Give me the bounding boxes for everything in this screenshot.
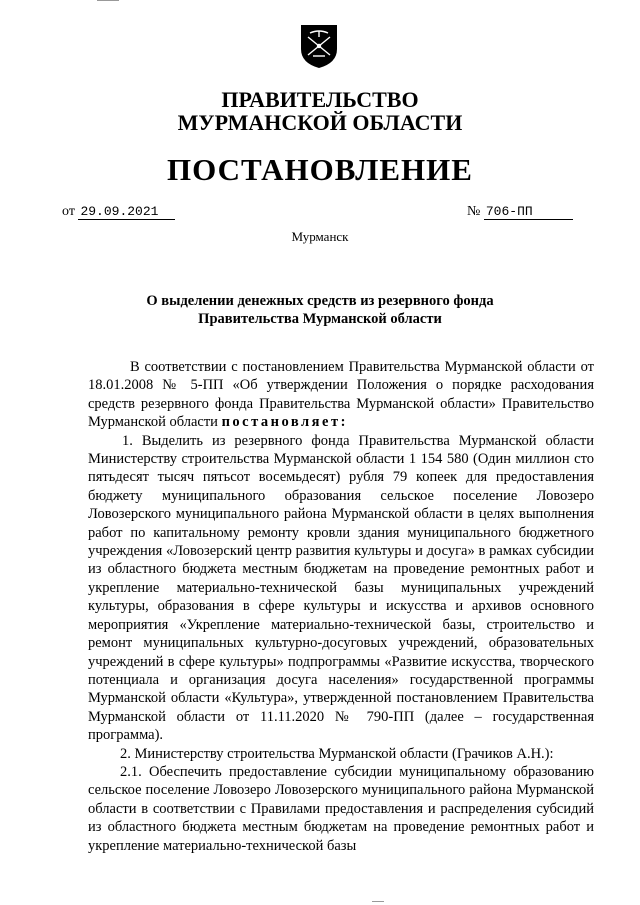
scan-mark: [97, 0, 119, 1]
resolves-text: постановляет:: [221, 414, 348, 431]
number-prefix: №: [467, 204, 481, 219]
subject-line1: О выделении денежных средств из резервного фонда: [146, 293, 494, 309]
decree-subject: [0, 292, 640, 328]
number-line: [467, 204, 573, 220]
city: Мурманск: [291, 229, 349, 244]
preamble-paragraph: [88, 358, 594, 432]
coat-of-arms-icon: [299, 23, 339, 69]
government-title-line2: МУРМАНСКОЙ ОБЛАСТИ: [177, 110, 463, 135]
scan-mark: [372, 901, 384, 902]
item-1: 1. Выделить из резервного фонда Правительства Мурманской области Министерству строительства Мурманской области 1 154 580 (Один миллион сто пятьдесят тысяч пятьсот восемьдесят) рубля 79 копеек для предоставления бюджету муниципального образования сельское поселение Ловозеро Ловозерского муниципального района Мурманской области в целях выполнения работ по капитальному ремонту кровли здания муниципального бюджетного учреждения «Ловозерский центр развития культуры и досуга» в рамках субсидии из областного бюджета местным бюджетам на проведение ремонтных работ и укрепление материально-технической базы муниципальных учреждений культуры, образования в сфере культуры и искусства и архивов основного мероприятия «Укрепление материально-технической базы, строительство и ремонт муниципальных культурно-досуговых учреждений, образовательных учреждений в сфере культуры» подпрограммы «Развитие искусства, творческого потенциала и организация досуга населения» государственной программы Мурманской области «Культура», утвержденной постановлением Правительства Мурманской области от 11.11.2020 № 790-ПП (далее – государственная программа).: [88, 432, 594, 744]
date-field: [78, 205, 175, 220]
document-type: ПОСТАНОВЛЕНИЕ: [167, 152, 473, 187]
government-title-line1: ПРАВИТЕЛЬСТВО: [221, 87, 419, 112]
government-title: [0, 88, 640, 134]
preamble-text: В соответствии с постановлением Правительства Мурманской области от 18.01.2008 № 5-ПП «Об утверждении Положения о порядке расходования средств резервного фонда Правительства Мурманской области» Правительство Мурманской области: [88, 359, 594, 431]
item-2: 2. Министерству строительства Мурманской области (Грачиков А.Н.):: [120, 745, 554, 762]
decree-body: [88, 358, 594, 855]
date-line: [62, 204, 175, 220]
number-field: [484, 205, 573, 220]
subject-line2: Правительства Мурманской области: [198, 311, 442, 327]
date-value: 29.09.2021: [80, 204, 159, 219]
item-2-1: 2.1. Обеспечить предоставление субсидии муниципальному образованию сельское поселение Ловозеро Ловозерского муниципального района Мурманской области в соответствии с Правилами предоставления и распределения субсидий из областного бюджета местным бюджетам на проведение ремонтных работ и укрепление материально-технической базы: [88, 763, 594, 854]
date-prefix: от: [62, 204, 75, 219]
number-value: 706-ПП: [485, 204, 533, 219]
